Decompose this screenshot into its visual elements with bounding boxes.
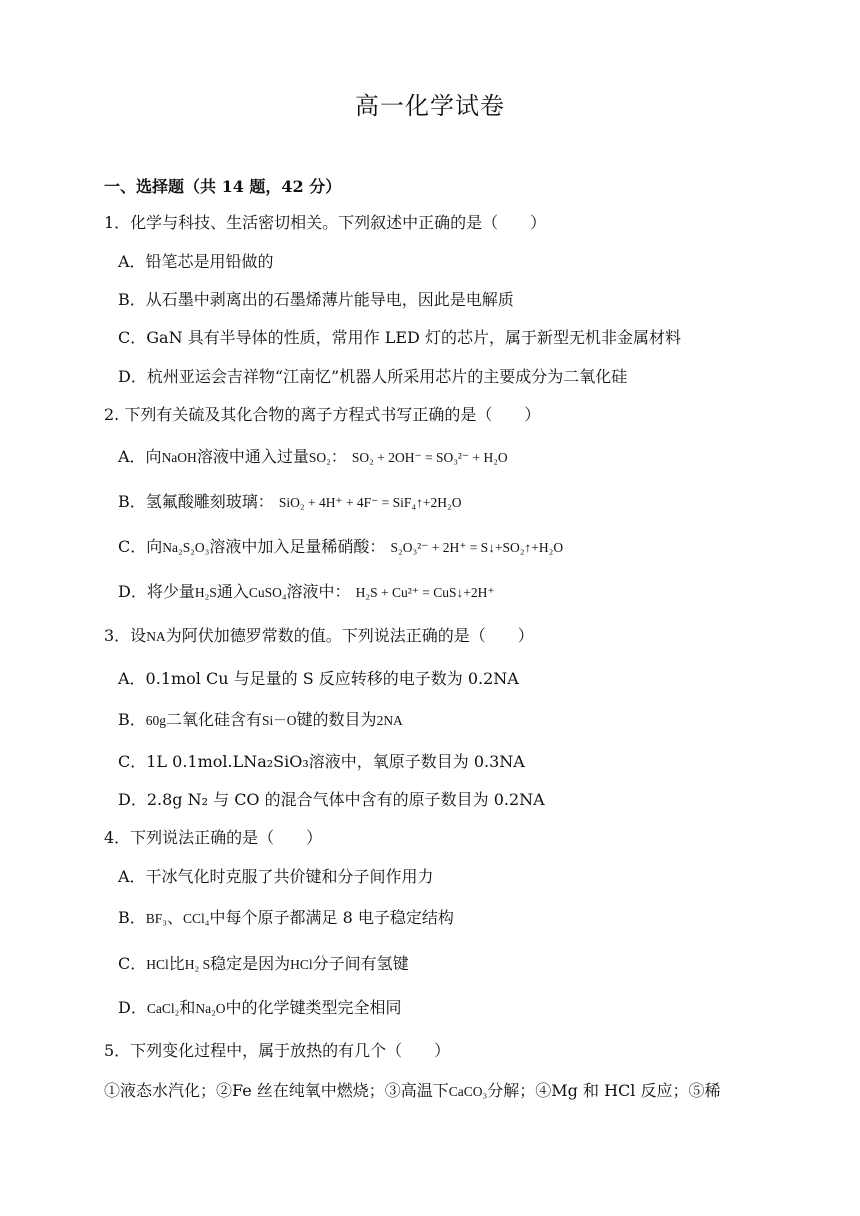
formula: 60g	[145, 713, 167, 728]
formula: Si－O	[262, 713, 297, 728]
formula: BF₃	[145, 911, 167, 926]
option-text: 比	[168, 954, 185, 973]
formula: NA	[146, 629, 166, 644]
formula: Na₂O	[195, 1001, 226, 1016]
formula: HCl	[146, 957, 169, 972]
formula: Na₂S₂O₃	[162, 540, 210, 555]
formula: H₂ S	[184, 957, 211, 972]
formula: HCl	[290, 957, 313, 972]
option-text: 二氧化硅含有	[166, 710, 263, 729]
question-1-option-d: D．杭州亚运会吉祥物“江南忆”机器人所采用芯片的主要成分为二氧化硅	[118, 367, 628, 386]
option-text: B．	[118, 710, 146, 729]
question-2-option-d	[118, 581, 495, 604]
option-text: 中每个原子都满足 8 电子稳定结构	[209, 908, 454, 927]
question-2-option-c	[118, 536, 563, 559]
question-1-option-c: C．GaN 具有半导体的性质，常用作 LED 灯的芯片，属于新型无机非金属材料	[118, 328, 681, 347]
option-text: D．将少量	[118, 582, 195, 601]
question-1-stem: 1．化学与科技、生活密切相关。下列叙述中正确的是（ ）	[104, 213, 547, 232]
question-3-option-d: D．2.8g N₂ 与 CO 的混合气体中含有的原子数目为 0.2NA	[118, 790, 545, 809]
option-text: 溶液中：	[286, 582, 351, 601]
option-text: ：	[330, 447, 347, 466]
question-3-stem	[104, 625, 534, 648]
option-text: C．	[118, 954, 147, 973]
question-5-stem: 5．下列变化过程中，属于放热的有几个（ ）	[104, 1041, 451, 1060]
option-text: A．向	[118, 447, 162, 466]
option-text: 中的化学键类型完全相同	[225, 998, 402, 1017]
equation: SO₂ + 2OH⁻ = SO₃²⁻ + H₂O	[351, 450, 508, 465]
question-4-option-a: A．干冰气化时克服了共价键和分子间作用力	[118, 867, 434, 886]
option-text: B．	[118, 908, 146, 927]
formula: CaCl₂	[146, 1001, 180, 1016]
items-text: 分解；④Mg 和 HCl 反应；⑤稀	[487, 1081, 721, 1100]
question-2-stem: 2. 下列有关硫及其化合物的离子方程式书写正确的是（ ）	[104, 405, 541, 424]
page-title: 高一化学试卷	[355, 92, 505, 120]
option-text: 分子间有氢键	[312, 954, 409, 973]
option-text: 溶液中通入过量	[196, 447, 309, 466]
question-3-option-c: C．1L 0.1mol.LNa₂SiO₃溶液中，氧原子数目为 0.3NA	[118, 752, 525, 771]
option-text: C．向	[118, 537, 163, 556]
section-heading: 一、选择题（共 14 题，42 分）	[104, 177, 342, 196]
formula: H₂S	[194, 585, 217, 600]
question-2-option-a	[118, 446, 508, 469]
option-text: 稳定是因为	[210, 954, 291, 973]
question-1-option-a: A．铅笔芯是用铅做的	[118, 252, 274, 271]
equation: SiO₂ + 4H⁺ + 4F⁻ = SiF₄↑+2H₂O	[278, 495, 462, 510]
items-text: ①液态水汽化；②Fe 丝在纯氧中燃烧；③高温下	[104, 1081, 449, 1100]
question-3-option-b	[118, 709, 403, 732]
option-text: 键的数目为	[296, 710, 377, 729]
formula: CCl₄	[183, 911, 210, 926]
option-text: 、	[167, 908, 184, 927]
formula: NaOH	[161, 450, 197, 465]
formula: CaCO₃	[448, 1084, 488, 1099]
equation: S₂O₃²⁻ + 2H⁺ = S↓+SO₂↑+H₂O	[390, 540, 564, 555]
question-4-option-c	[118, 953, 409, 976]
question-3-option-a: A．0.1mol Cu 与足量的 S 反应转移的电子数为 0.2NA	[118, 669, 519, 688]
question-1-option-b: B．从石墨中剥离出的石墨烯薄片能导电，因此是电解质	[118, 290, 514, 309]
equation: H₂S + Cu²⁺ = CuS↓+2H⁺	[355, 585, 495, 600]
formula: SO₂	[308, 450, 331, 465]
formula: 2NA	[376, 713, 403, 728]
question-4-option-d	[118, 997, 402, 1020]
question-5-items	[104, 1080, 720, 1103]
option-text: 和	[179, 998, 196, 1017]
question-4-stem: 4．下列说法正确的是（ ）	[104, 828, 323, 847]
option-text: 通入	[216, 582, 249, 601]
option-text: B．氢氟酸雕刻玻璃：	[118, 492, 274, 511]
stem-text: 3．设	[104, 626, 147, 645]
option-text: 溶液中加入足量稀硝酸：	[209, 537, 386, 556]
stem-text: 为阿伏加德罗常数的值。下列说法正确的是（ ）	[165, 626, 534, 645]
question-4-option-b	[118, 907, 454, 930]
formula: CuSO₄	[248, 585, 287, 600]
option-text: D．	[118, 998, 147, 1017]
question-2-option-b	[118, 491, 461, 514]
